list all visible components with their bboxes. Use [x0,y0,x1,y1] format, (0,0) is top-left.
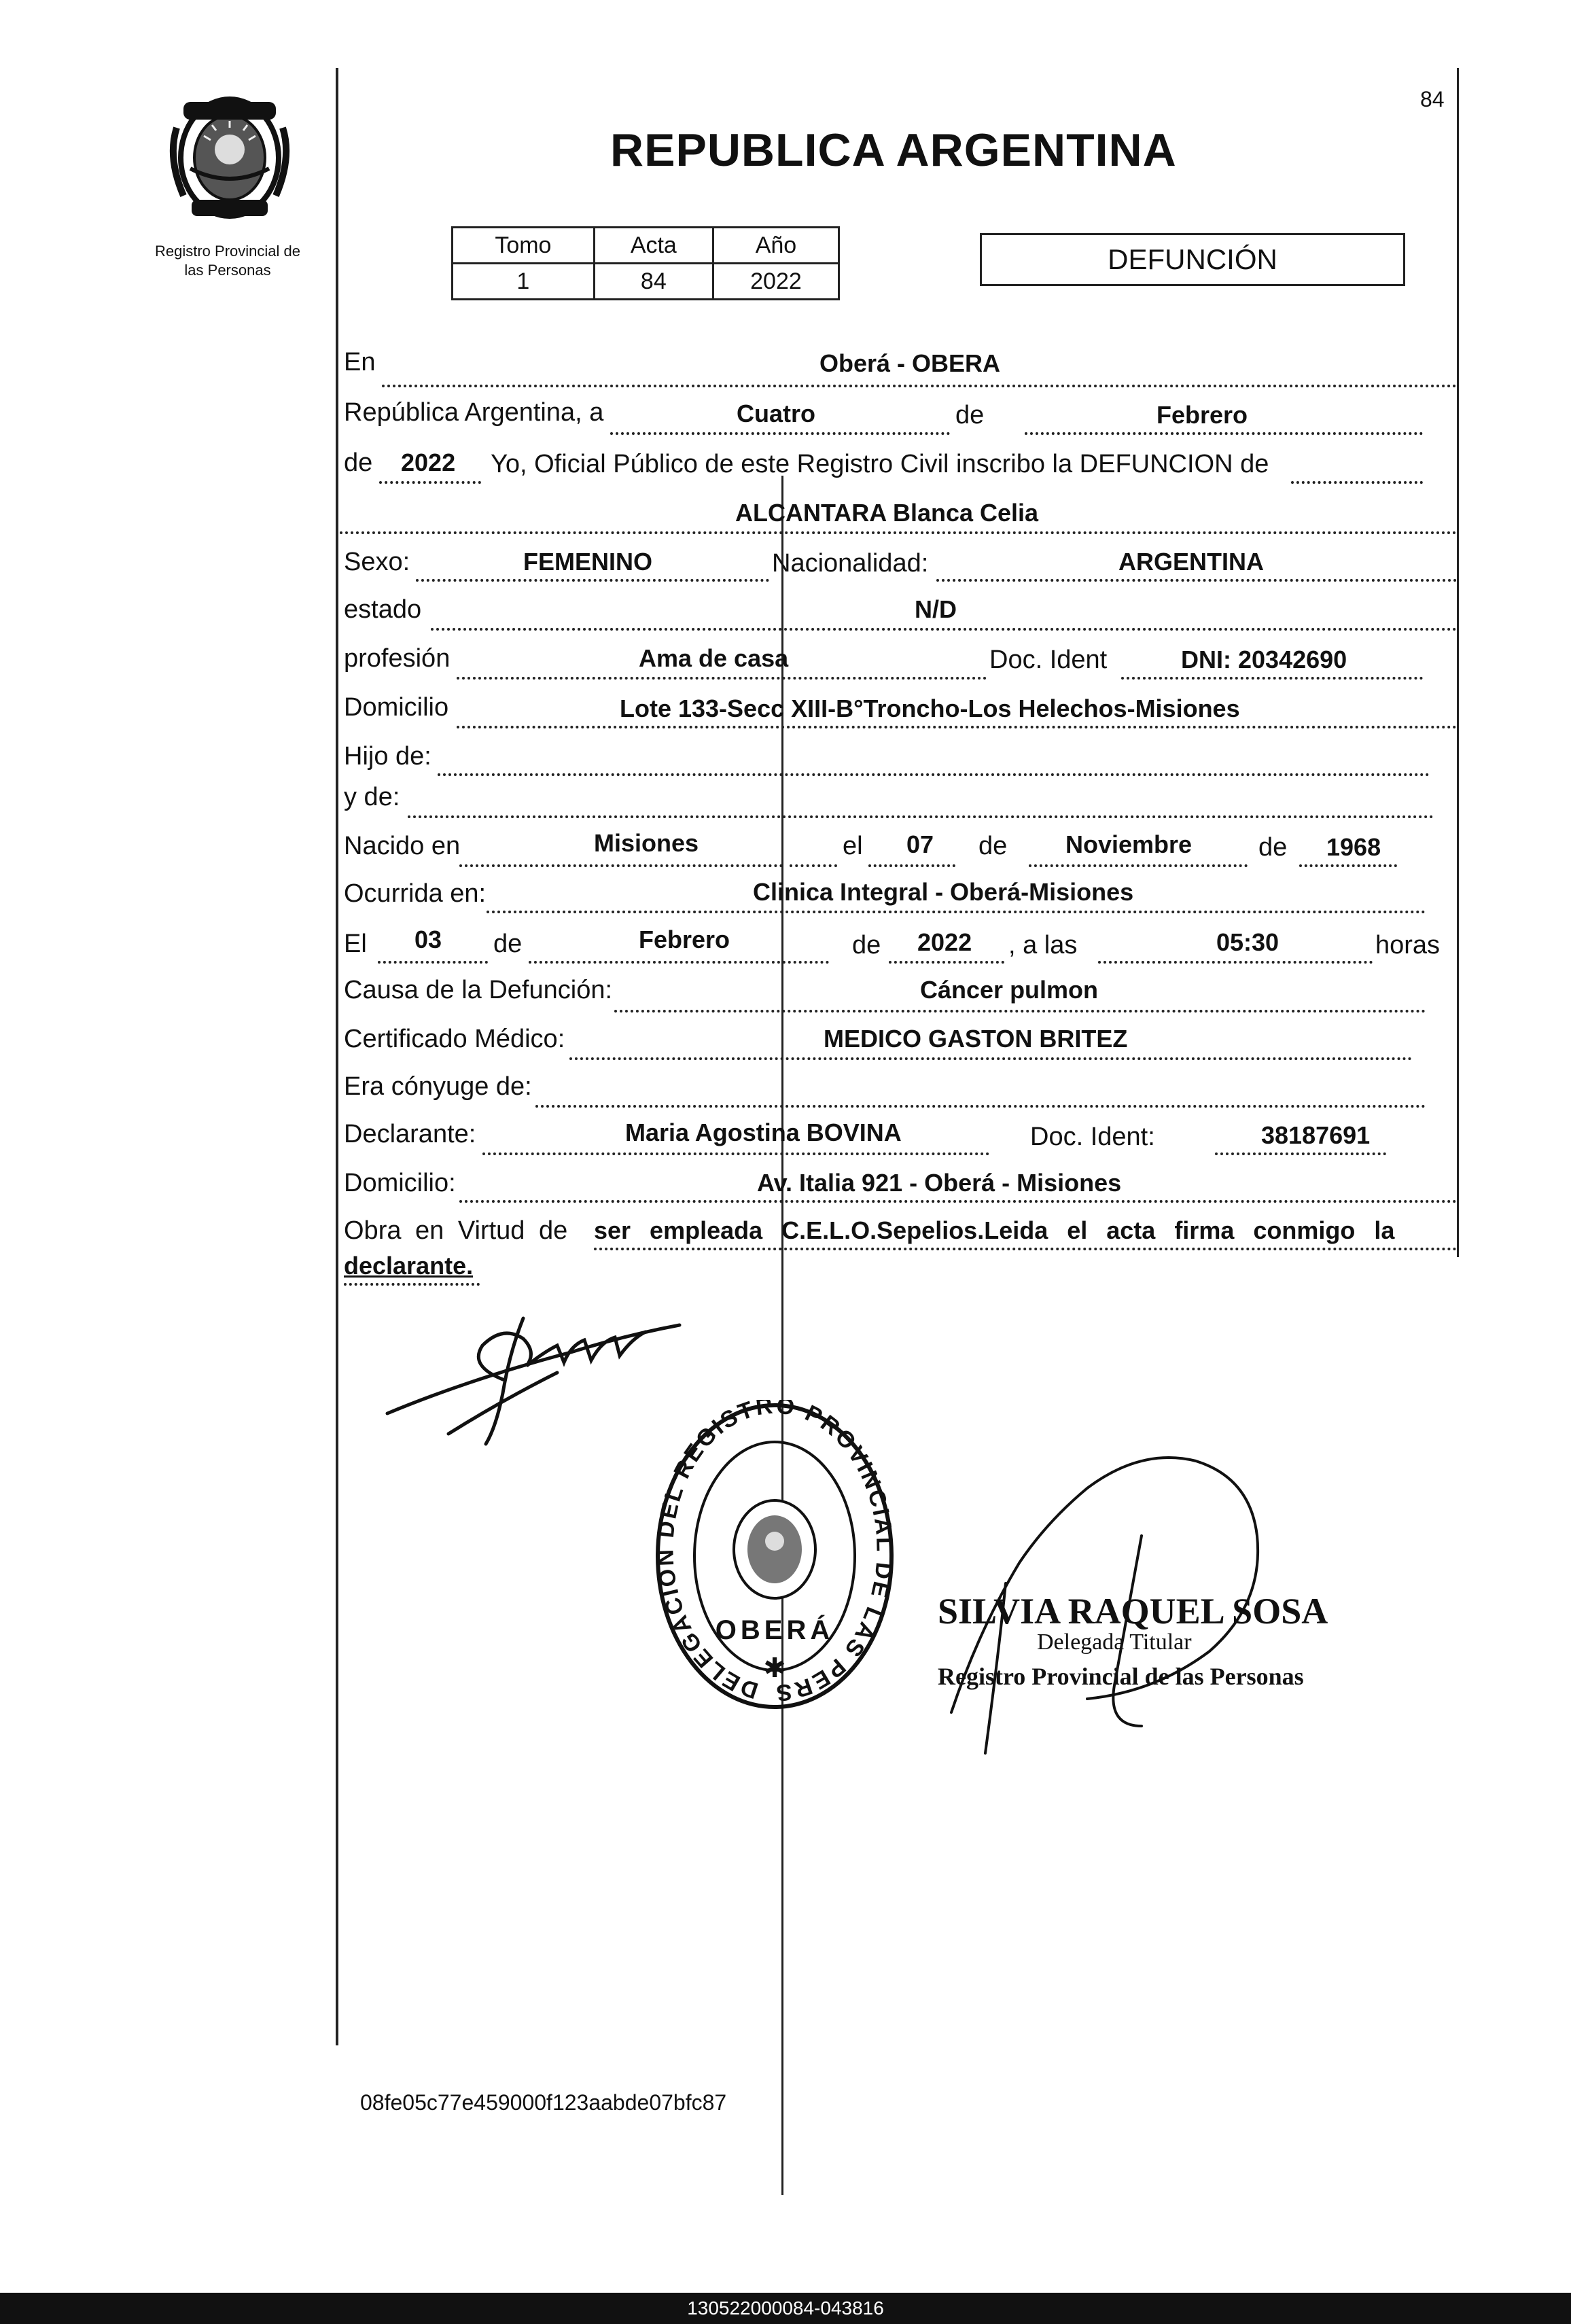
declarant-signature [367,1298,686,1454]
declarante-label: Declarante: [344,1120,476,1148]
signatory-office: Registro Provincial de las Personas [938,1663,1304,1690]
doc-ident-value: DNI: 20342690 [1181,646,1347,673]
ocurrida-dotted-line [487,911,1426,913]
registry-label [122,242,333,280]
domicilio2-dotted-line [459,1200,1457,1203]
death-day: 03 [414,926,442,953]
day-dotted-line [610,432,950,435]
domicilio-dotted-line [457,726,1457,728]
registry-label-line2: las Personas [184,262,271,279]
obra-line2-dotted-line [344,1283,480,1286]
certificado-dotted-line [569,1057,1412,1060]
day-words: Cuatro [737,400,815,427]
death-year-dotted-line [889,961,1004,964]
causa-value: Cáncer pulmon [920,976,1099,1004]
de-label-1: de [955,401,985,429]
signatory-role: Delegada Titular [1037,1630,1192,1655]
de-label-2: de [344,448,373,477]
horas-label: horas [1375,931,1441,959]
birth-day: 07 [906,830,934,858]
de-label-6: de [852,931,881,959]
a-las-label: , a las [1008,931,1078,959]
en-label: En [344,348,376,376]
estado-value: N/D [915,595,957,623]
anio-header: Año [713,228,839,264]
registry-label-line1: Registro Provincial de [155,243,300,260]
signatory-name: SILVIA RAQUEL SOSA [938,1591,1328,1632]
nacionalidad-value: ARGENTINA [1118,548,1264,576]
nacido-dotted-line [459,864,783,867]
acta-header: Acta [594,228,713,264]
en-value: Oberá - OBERA [819,349,1001,377]
record-table-header-row [453,228,839,264]
seal-outer-text: DELEGACION DEL REGISTRO PROVINCIAL DE LAS PERS [652,1400,897,1706]
declarante-dotted-line [482,1152,989,1155]
profesion-dotted-line [457,677,987,680]
tomo-header: Tomo [453,228,595,264]
document-hash: 08fe05c77e459000f123aabde07bfc87 [360,2090,727,2115]
birth-year-dotted-line [1299,864,1397,867]
conyuge-label: Era cónyuge de: [344,1072,532,1101]
seal-star: ✱ [763,1653,786,1684]
domicilio2-label: Domicilio: [344,1169,456,1197]
sexo-value: FEMENINO [523,548,653,576]
el-cap-label: El [344,930,367,958]
en-dotted-line [382,385,1457,387]
sexo-label: Sexo: [344,548,410,576]
de-label-4: de [1258,833,1288,862]
profesion-value: Ama de casa [639,644,789,672]
profesion-label: profesión [344,644,451,673]
death-month: Febrero [639,926,730,953]
obra-label: Obra en Virtud de [344,1216,568,1245]
doc-ident-dotted-line [1121,677,1423,680]
sexo-dotted-line [416,579,769,582]
obra-value-line1: ser empleada C.E.L.O.Sepelios.Leida el acta firma conmigo la [594,1216,1395,1244]
certificado-value: MEDICO GASTON BRITEZ [824,1025,1128,1053]
right-margin-line [1457,68,1459,1257]
death-time: 05:30 [1216,928,1279,956]
nacionalidad-dotted-line [936,579,1457,582]
page-number: 84 [1420,87,1445,111]
ocurrida-label: Ocurrida en: [344,879,487,908]
center-fold-line [781,476,783,2195]
hijo-label: Hijo de: [344,742,431,771]
acta-value: 84 [594,264,713,300]
birth-month: Noviembre [1065,830,1193,858]
document-title: REPUBLICA ARGENTINA [610,124,1177,176]
nacionalidad-label: Nacionalidad: [772,549,929,578]
republica-label: República Argentina, a [344,398,604,427]
declarante-doc-label: Doc. Ident: [1030,1123,1155,1151]
domicilio2-value: Av. Italia 921 - Oberá - Misiones [757,1169,1122,1197]
y-de-dotted-line [408,815,1434,818]
nacido-label: Nacido en [344,832,461,860]
causa-label: Causa de la Defunción: [344,976,613,1004]
death-time-dotted-line [1098,961,1373,964]
obra-dotted-line [594,1248,1457,1250]
footer-code: 130522000084-043816 [687,2297,884,2319]
provincial-coat-of-arms-logo [163,87,296,223]
el-label: el [843,832,863,860]
causa-dotted-line [614,1010,1426,1013]
obra-value-line2: declarante. [344,1252,474,1280]
ocurrida-value: Clinica Integral - Oberá-Misiones [753,878,1134,906]
record-table [451,226,840,300]
month-value: Febrero [1157,401,1248,429]
domicilio-label: Domicilio [344,693,449,722]
death-day-dotted-line [378,961,488,964]
record-table-value-row [453,264,839,300]
doc-ident-label: Doc. Ident [989,646,1108,674]
year-value: 2022 [401,448,456,476]
estado-label: estado [344,595,422,624]
birth-day-dotted-line [868,864,955,867]
certificado-label: Certificado Médico: [344,1025,565,1053]
anio-value: 2022 [713,264,839,300]
deceased-name: ALCANTARA Blanca Celia [735,499,1039,527]
tomo-value: 1 [453,264,595,300]
domicilio-value: Lote 133-Secc XIII-B°Troncho-Los Helechos-Misiones [620,694,1240,722]
birth-year: 1968 [1326,833,1381,861]
name-dotted-line [340,531,1457,534]
birth-month-dotted-line [1029,864,1248,867]
act-type-box: DEFUNCIÓN [980,233,1405,286]
nacido-value: Misiones [594,829,699,857]
el-dotted-line [790,864,837,867]
declarante-value: Maria Agostina BOVINA [625,1119,902,1146]
yo-oficial-text: Yo, Oficial Público de este Registro Civil inscribo la DEFUNCION de [491,450,1269,478]
y-de-label: y de: [344,783,400,811]
month-dotted-line [1025,432,1423,435]
conyuge-dotted-line [535,1105,1426,1108]
declarante-doc-value: 38187691 [1261,1121,1371,1149]
death-year: 2022 [917,928,972,956]
declarante-doc-dotted-line [1215,1152,1386,1155]
seal-city: OBERÁ [715,1615,834,1645]
footer-bar [0,2293,1571,2324]
de-label-3: de [978,832,1008,860]
year-dotted-line [379,481,481,484]
official-seal [652,1400,897,1726]
de-label-5: de [493,930,523,958]
death-month-dotted-line [529,961,829,964]
estado-dotted-line [431,628,1457,631]
left-margin-line [336,68,338,2045]
yo-dotted-line [1291,481,1423,484]
hijo-dotted-line [438,773,1430,776]
